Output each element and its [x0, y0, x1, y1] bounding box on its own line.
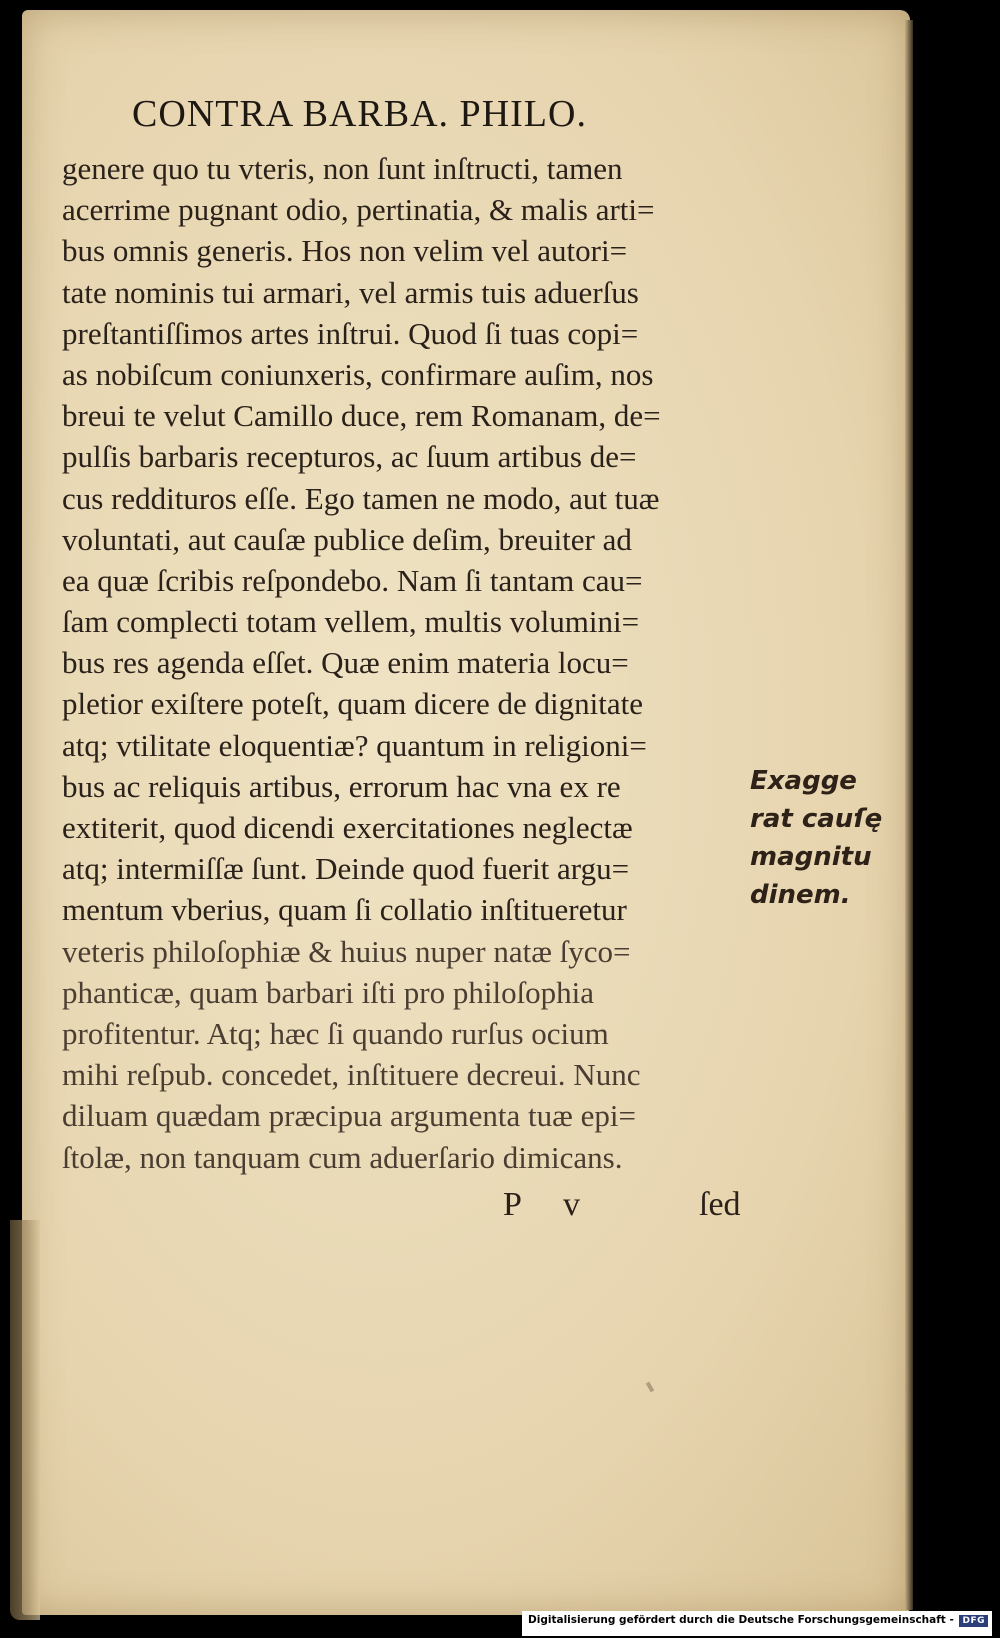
- text-line: acerrime pugnant odio, pertinatia, & malis arti=: [62, 192, 655, 228]
- catchword: ſed: [699, 1186, 741, 1223]
- margin-note-line: magnitu: [750, 842, 872, 872]
- text-line: mihi reſpub. concedet, inſtituere decreui. Nunc: [62, 1057, 641, 1093]
- text-line: bus omnis generis. Hos non velim vel autori=: [62, 233, 628, 269]
- text-line: phanticæ, quam barbari iſti pro philoſophia: [62, 974, 595, 1010]
- text-line: bus res agenda eſſet. Quæ enim materia locu=: [62, 645, 629, 681]
- text-line: extiterit, quod dicendi exercitationes neglectæ: [62, 810, 633, 845]
- text-line: as nobiſcum coniunxeris, confirmare auſim, nos: [62, 356, 654, 392]
- text-line: pletior exiſtere poteſt, quam dicere de dignitate: [62, 686, 644, 722]
- text-line: voluntati, aut cauſæ publice deſim, breuiter ad: [62, 521, 632, 557]
- text-line: ſam complecti totam vellem, multis volumini=: [62, 604, 640, 640]
- text-line: ſtolæ, non tanquam cum aduerſario dimicans.: [62, 1139, 623, 1175]
- signature-mark: P: [503, 1186, 522, 1223]
- text-line: pulſis barbaris recepturos, ac ſuum artibus de=: [62, 439, 637, 475]
- body-text: [62, 148, 742, 1178]
- text-line: genere quo tu vteris, non ſunt inſtructi, tamen: [62, 151, 623, 186]
- page-edge-shadow: [10, 1220, 40, 1620]
- running-header: CONTRA BARBA. PHILO.: [132, 93, 587, 135]
- text-line: mentum vberius, quam ſi collatio inſtitueretur: [62, 892, 627, 928]
- text-line: atq; intermiſſæ ſunt. Deinde quod fuerit argu=: [62, 851, 630, 887]
- text-line: cus reddituros eſſe. Ego tamen ne modo, aut tuæ: [62, 480, 660, 516]
- margin-note-line: rat cauſę: [750, 804, 883, 834]
- text-line: ea quæ ſcribis reſpondebo. Nam ſi tantam cau=: [62, 562, 643, 598]
- margin-note-line: Exagge: [750, 766, 857, 796]
- signature-number: v: [563, 1186, 580, 1223]
- text-line: diluam quædam præcipua argumenta tuæ epi=: [62, 1098, 636, 1134]
- credit-text: Digitalisierung gefördert durch die Deutsche Forschungsgemeinschaft -: [528, 1614, 954, 1626]
- text-line: bus ac reliquis artibus, errorum hac vna ex re: [62, 768, 621, 804]
- dfg-logo: DFG: [959, 1615, 988, 1627]
- text-line: breui te velut Camillo duce, rem Romanam, de=: [62, 398, 661, 434]
- text-line: veteris philoſophiæ & huius nuper natæ ſyco=: [62, 933, 631, 969]
- page-right-edge: [905, 20, 913, 1610]
- text-line: atq; vtilitate eloquentiæ? quantum in religioni=: [62, 727, 647, 763]
- margin-note: [750, 762, 890, 914]
- digitization-credit: [522, 1611, 992, 1636]
- margin-note-line: dinem.: [750, 880, 851, 910]
- text-line: preſtantiſſimos artes inſtrui. Quod ſi tuas copi=: [62, 315, 639, 351]
- text-line: profitentur. Atq; hæc ſi quando rurſus ocium: [62, 1015, 609, 1051]
- text-line: tate nominis tui armari, vel armis tuis aduerſus: [62, 274, 639, 310]
